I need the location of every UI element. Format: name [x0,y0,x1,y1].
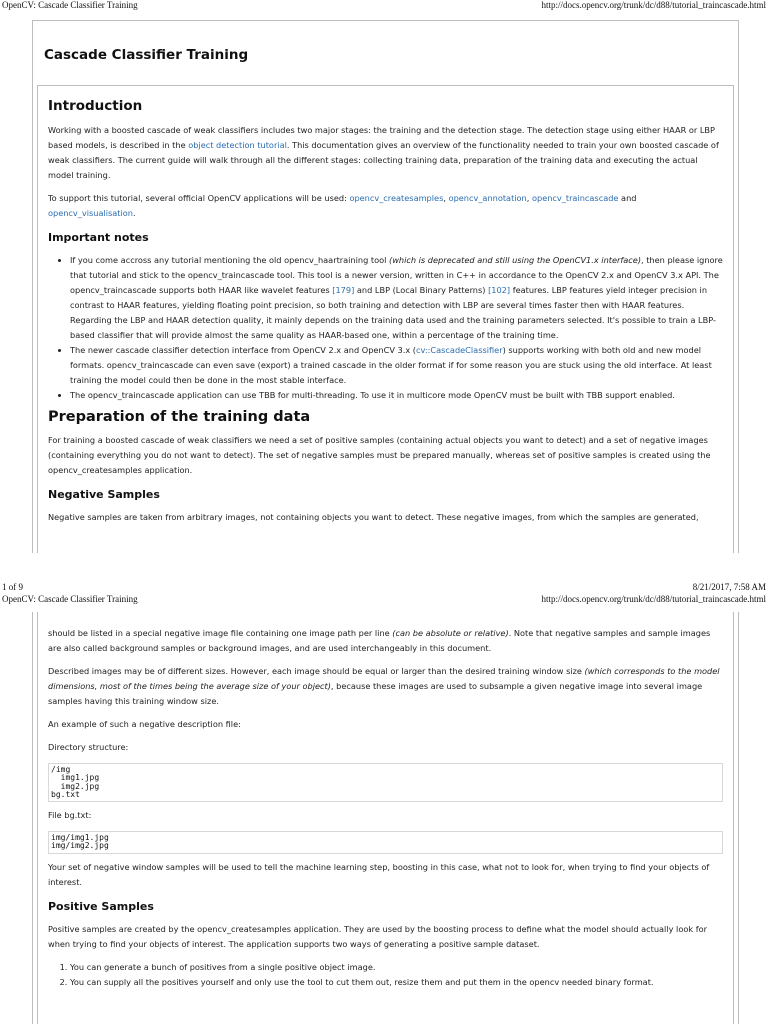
list-item: 2. You can supply all the positives yourself and only use the tool to cut them out, resize them and put them in the opencv needed binary format. [70,975,723,990]
print-header-url[interactable]: http://docs.opencv.org/trunk/dc/d88/tutorial_traincascade.html [541,0,766,10]
intro-paragraph-1: Working with a boosted cascade of weak classifiers includes two major stages: the training and the detection stage. The detection stage using either HAAR or LBP based models, is described in the object detection tutorial. This documentation gives an overview of the functionality needed to train your own boosted cascade of weak classifiers. The current guide will walk through all the different stages: collecting training data, preparation of the training data and executing the actual model training. [48,125,719,180]
heading-positive-samples: Positive Samples [48,899,154,913]
list-item: 1. You can generate a bunch of positives from a single positive object image. [70,960,723,975]
link-opencv-annotation[interactable]: opencv_annotation [448,193,527,203]
print-header-title: OpenCV: Cascade Classifier Training [2,594,138,604]
code-block-directory: /img img1.jpg img2.jpg bg.txt [48,763,723,802]
bg-file-label: File bg.txt: [48,810,92,821]
important-notes-list [48,253,723,403]
cascade-classifier-link[interactable]: cv::CascadeClassifier [416,345,503,355]
print-header-title: OpenCV: Cascade Classifier Training [2,0,138,10]
directory-structure-label: Directory structure: [48,742,129,752]
intro-paragraph-2: To support this tutorial, several official OpenCV applications will be used: opencv_createsamples, opencv_annotation, opencv_traincascade and opencv_visualisation. [48,193,637,218]
object-detection-tutorial-link[interactable]: object detection tutorial [188,140,287,150]
link-opencv-createsamples[interactable]: opencv_createsamples [349,193,444,203]
citation-link-102[interactable]: [102] [488,285,511,295]
list-item: • The opencv_traincascade application can use TBB for multi-threading. To use it in multicore mode OpenCV must be built with TBB support enabled. [70,388,723,403]
positive-samples-paragraph: Positive samples are created by the opencv_createsamples application. They are used by the boosting process to define what the model should actually look for when trying to find your objects of interest. The application supports two ways of generating a positive sample dataset. [48,923,707,949]
page-1 [32,20,739,553]
print-timestamp: 8/21/2017, 7:58 AM [692,582,766,592]
link-opencv-traincascade[interactable]: opencv_traincascade [531,193,619,203]
positive-methods-list [48,960,723,990]
heading-preparation: Preparation of the training data [48,409,311,425]
citation-link-179[interactable]: [179] [332,285,355,295]
link-opencv-visualisation[interactable]: opencv_visualisation [48,208,133,218]
heading-negative-samples: Negative Samples [48,488,160,501]
preparation-paragraph: For training a boosted cascade of weak classifiers we need a set of positive samples (containing actual objects you want to detect) and a set of negative images (containing everything you do not want to detect). The set of negative samples must be prepared manually, whereas set of positive samples is created using the opencv_createsamples application. [48,435,711,475]
heading-important-notes: Important notes [48,231,149,244]
main-content-page1 [37,85,734,553]
page-title: Cascade Classifier Training [44,47,249,63]
print-header-url[interactable]: http://docs.opencv.org/trunk/dc/d88/tutorial_traincascade.html [541,594,766,604]
code-block-bg-file: img/img1.jpg img/img2.jpg [48,831,723,854]
print-footer-page1 [0,582,768,594]
negative-window-paragraph: Your set of negative window samples will be used to tell the machine learning step, boosting in this case, what not to look for, when trying to find your objects of interest. [48,861,710,887]
page-2 [32,612,739,1024]
print-header-page1 [0,0,768,12]
list-item: • The newer cascade classifier detection interface from OpenCV 2.x and OpenCV 3.x (cv::CascadeClassifier) supports working with both old and new model formats. opencv_traincascade can even save (export) a trained cascade in the older format if for some reason you are stuck using the old interface. At least training the model could then be done in the most stable interface. [70,343,723,388]
page-number: 1 of 9 [2,582,23,592]
list-item: • If you come accross any tutorial mentioning the old opencv_haartraining tool (which is deprecated and still using the OpenCV1.x interface), then please ignore that tutorial and stick to the opencv_traincascade tool. This tool is a newer version, written in C++ in accordance to the OpenCV 2.x and OpenCV 3.x API. The opencv_traincascade supports both HAAR like wavelet features [179] and LBP (Local Binary Patterns) [102] features. LBP features yield integer precision in contrast to HAAR features, yielding floating point precision, so both training and detection with LBP are several times faster then with HAAR features. Regarding the LBP and HAAR detection quality, it mainly depends on the training data used and the training parameters selected. It's possible to train a LBP-based classifier that will provide almost the same quality as HAAR-based one, within a percentage of the training time. [70,253,723,343]
negative-samples-paragraph: Negative samples are taken from arbitrary images, not containing objects you want to detect. These negative images, from which the samples are generated, [48,512,699,522]
print-header-page2 [0,594,768,606]
negative-samples-paragraph-cont: should be listed in a special negative image file containing one image path per line (can be absolute or relative). Note that negative samples and sample images are also called background samples or background images, and are used interchangeably in this document. [48,628,711,653]
main-content-page2 [37,612,734,1024]
example-label: An example of such a negative description file: [48,719,241,729]
heading-introduction: Introduction [48,98,143,114]
image-size-paragraph: Described images may be of different sizes. However, each image should be equal or larger than the desired training window size (which corresponds to the model dimensions, most of the times being the average size of your object), because these images are used to subsample a given negative image into several image samples having this training window size. [48,666,720,706]
